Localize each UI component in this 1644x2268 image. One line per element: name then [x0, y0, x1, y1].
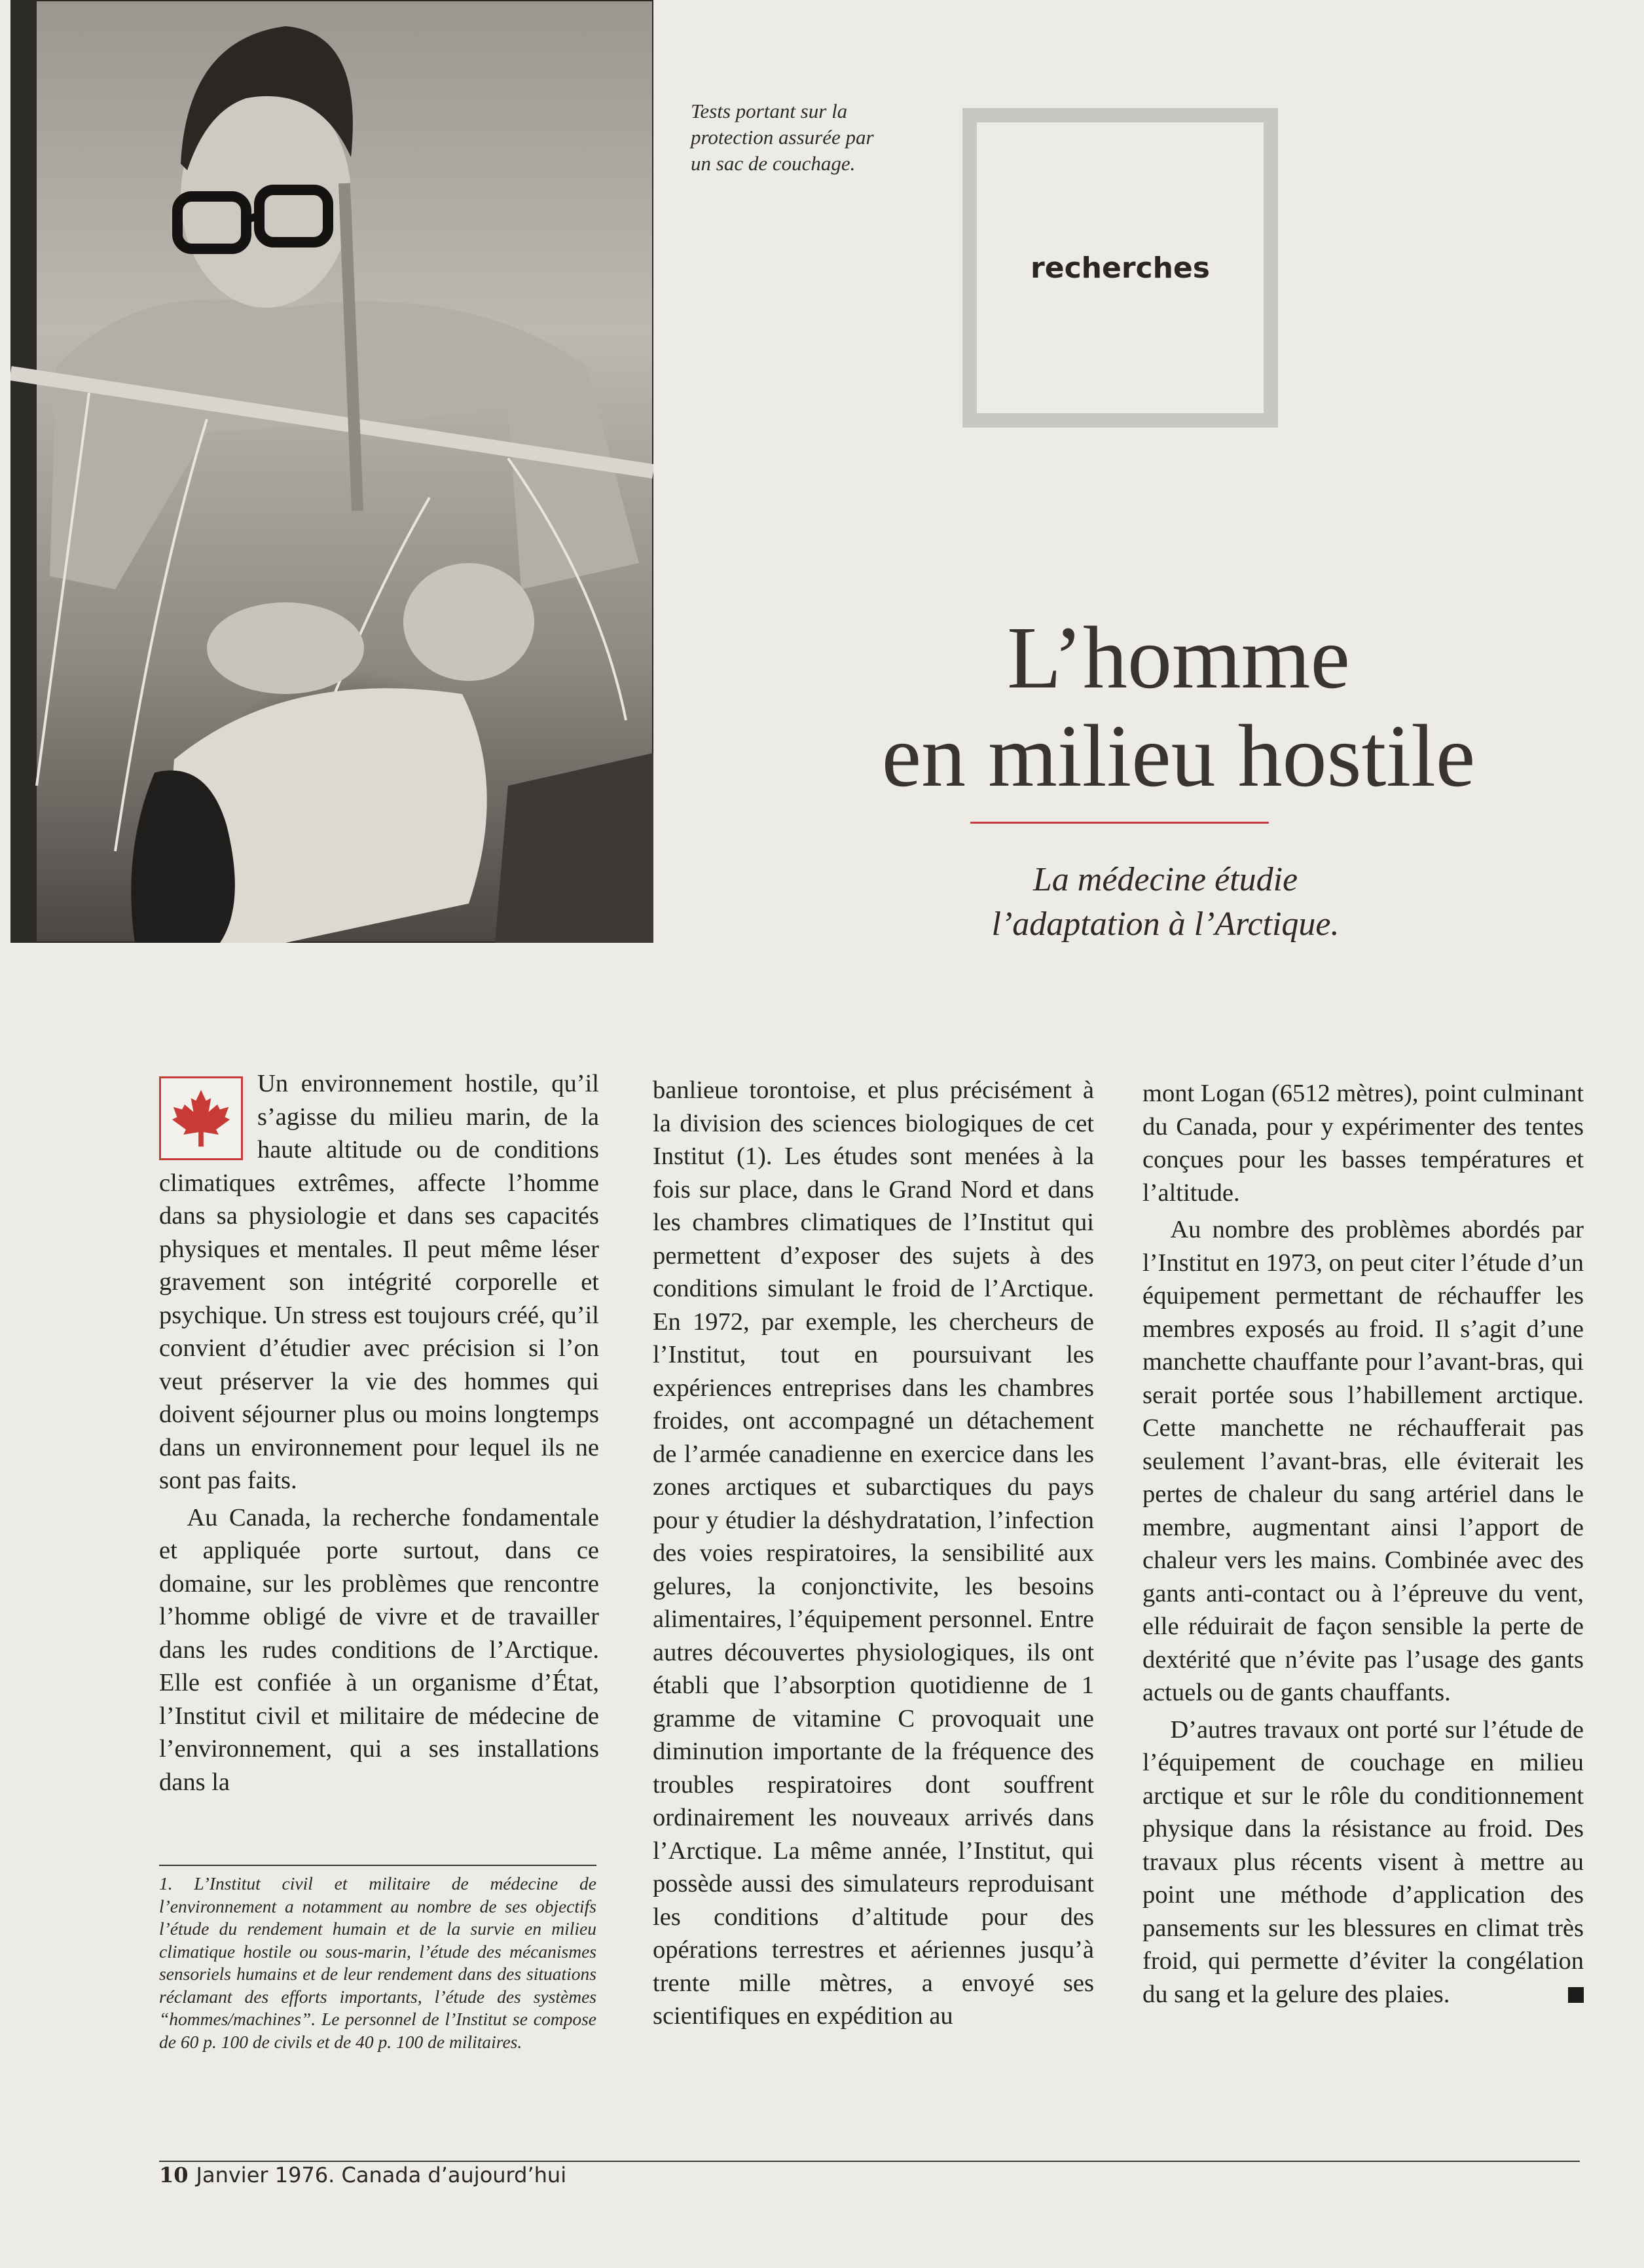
article-title [773, 609, 1584, 805]
article-subtitle [851, 858, 1480, 947]
subtitle-line-2: l’adaptation à l’Arctique. [991, 905, 1340, 943]
footer-rule [159, 2161, 1580, 2162]
column-1 [159, 1067, 599, 1799]
photo [10, 0, 653, 943]
column-3-paragraph-3-text: D’autres travaux ont porté sur l’étude de l’équipement de couchage en milieu arctique et sur le rôle du conditionnement physique dans la résistance au froid. Des travaux plus récents visent à mettre au point une méthode d’application des pansements sur les blessures en climat très froid, qui permette d’éviter la congélation du sang et la gelure des plaies. [1142, 1715, 1584, 2008]
section-label: recherches [1031, 251, 1210, 285]
title-divider [970, 822, 1269, 824]
subtitle-line-1: La médecine étudie [1032, 861, 1298, 898]
end-of-article-mark [1568, 1987, 1584, 2003]
column-3-paragraph-1: mont Logan (6512 mètres), point culminant du Canada, pour y expérimenter des tentes conçues pour les basses températures et l’altitude. [1142, 1080, 1584, 1207]
page-footer [159, 2163, 566, 2187]
column-3-paragraph-2: Au nombre des problèmes abordés par l’Institut en 1973, on peut citer l’étude d’un équipement permettant de réchauffer les membres exposés au froid. Il s’agit d’une manchette chauffante pour l’avant-bras, qui serait portée sous l’habillement arctique. Cette manchette ne réchaufferait pas seulement l’avant-bras, elle éviterait les pertes de chaleur du sang artériel dans le membre, augmentant ainsi l’apport de chaleur vers les mains. Combinée avec des gants anti-contact ou à l’épreuve du vent, elle réduirait de façon sensible la perte de dextérité que n’évite pas l’usage des gants actuels ou de gants chauffants. [1142, 1216, 1584, 1706]
column-3-paragraph-3 [1142, 1713, 1584, 2011]
page-number: 10 [159, 2163, 189, 2187]
title-line-1: L’homme [1007, 609, 1350, 707]
photo-caption: Tests portant sur la protection assurée par un sac de couchage. [691, 100, 874, 175]
column-1-paragraph-1: Un environnement hostile, qu’il s’agisse du milieu marin, de la haute altitude ou de conditions climatiques extrêmes, affecte l’homme dans sa physiologie et dans ses capacités physiques et mentales. Il peut même léser gravement son intégrité corporelle et psychique. Un stress est toujours créé, qu’il convient d’étudier avec précision si l’on veut préserver la vie des hommes qui doivent séjourner plus ou moins longtemps dans un environnement pour lequel ils ne sont pas faits. [159, 1070, 599, 1494]
photo-illustration [10, 0, 653, 943]
section-label-box [962, 108, 1278, 428]
column-2-paragraph-1: banlieue torontoise, et plus précisément à la division des sciences biologiques de cet Institut (1). Les études sont menées à la fois sur place, dans le Grand Nord et dans les chambres climatiques de l’Institut qui permettent d’exposer des sujets à des conditions simulant le froid de l’Arctique. En 1972, par exemple, les chercheurs de l’Institut, tout en poursuivant les expériences entreprises dans les chambres froides, ont accompagné un détachement de l’armée canadienne en exercice dans les zones arctiques et subarctiques du pays pour y étudier la déshydratation, l’infection des voies respiratoires, la sensibilité aux gelures, la conjonctivite, les besoins alimentaires, l’équipement personnel. Entre autres découvertes physiologiques, ils ont établi que l’absorption quotidienne de 1 gramme de vitamine C provoquait une diminution importante de la fréquence des troubles respiratoires dont souffrent ordinairement les nouveaux arrivés dans l’Arctique. La même année, l’Institut, qui possède aussi des simulateurs reproduisant les conditions d’altitude pour des opérations terrestres et aériennes jusqu’à trente mille mètres, a envoyé ses scientifiques en expédition au [653, 1076, 1094, 2030]
footer-text: Janvier 1976. Canada d’aujourd’hui [196, 2163, 567, 2187]
column-2 [653, 1074, 1094, 2033]
title-line-2: en milieu hostile [881, 707, 1476, 805]
footnote-divider [159, 1865, 596, 1866]
footnote: 1. L’Institut civil et militaire de médecine de l’environnement a notamment au nombre de ses objectifs l’étude du rendement humain et de la survie en milieu climatique hostile ou sous-marin, l’étude des mécanismes sensoriels humains et de leur rendement dans des situations réclamant des efforts importants, l’étude des systèmes “hommes/machines”. Le personnel de l’Institut se compose de 60 p. 100 de civils et de 40 p. 100 de militaires. [159, 1873, 596, 2052]
column-3 [1142, 1077, 1584, 2011]
column-1-paragraph-2: Au Canada, la recherche fondamentale et appliquée porte surtout, dans ce domaine, sur les problèmes que rencontre l’homme obligé de vivre et de travailler dans les rudes conditions de l’Arctique. Elle est confiée à un organisme d’État, l’Institut civil et militaire de médecine de l’environnement, qui a ses installations dans la [159, 1503, 599, 1796]
maple-leaf-icon [159, 1076, 243, 1160]
